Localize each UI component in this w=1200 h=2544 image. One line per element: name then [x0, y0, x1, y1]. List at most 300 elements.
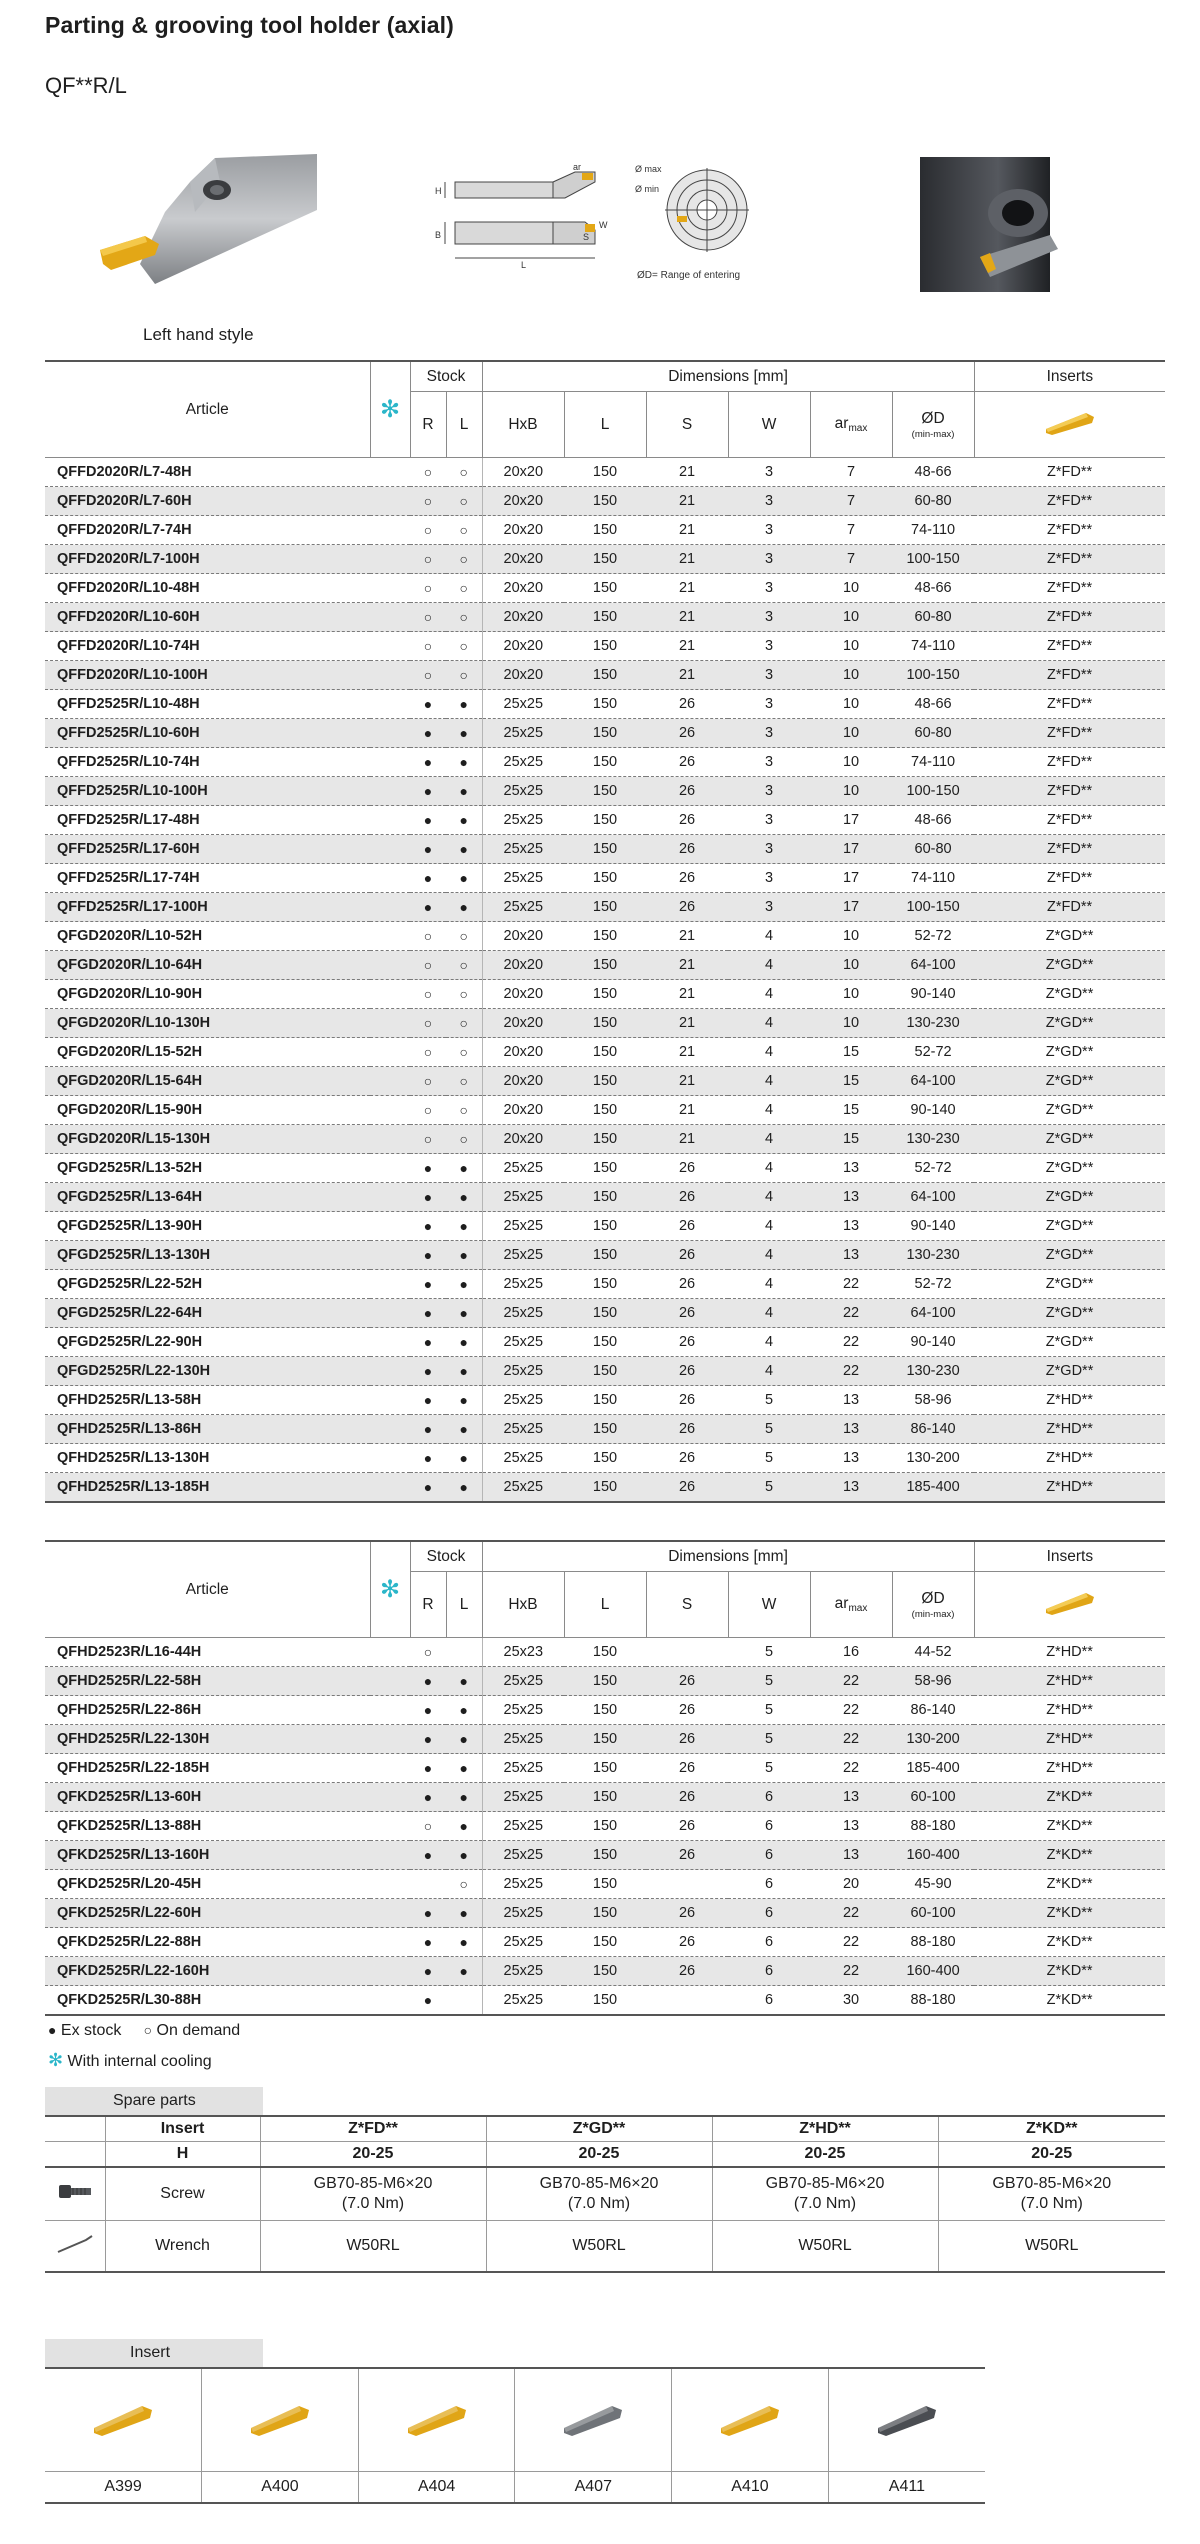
cell-cooling	[370, 1783, 410, 1812]
cell-hxb: 25x25	[482, 1754, 564, 1783]
cell-cooling	[370, 487, 410, 516]
table-row	[45, 1009, 1165, 1038]
cell-w: 3	[728, 777, 810, 806]
cell-length: 150	[564, 980, 646, 1009]
insert-code: A410	[672, 2472, 829, 2504]
cell-stock-l: ●	[446, 1783, 482, 1812]
cell-s: 26	[646, 1241, 728, 1270]
table-row	[45, 1870, 1165, 1899]
cell-w: 5	[728, 1386, 810, 1415]
cell-hxb: 20x20	[482, 951, 564, 980]
cell-cooling	[370, 1270, 410, 1299]
table-row	[45, 980, 1165, 1009]
cell-stock-r: ●	[410, 1754, 446, 1783]
cell-article: QFFD2525R/L17-48H	[45, 806, 370, 835]
cell-stock-l: ○	[446, 1009, 482, 1038]
header-hxb: HxB	[482, 1572, 564, 1638]
cell-w: 3	[728, 719, 810, 748]
cell-hxb: 25x25	[482, 1212, 564, 1241]
cell-stock-r: ○	[410, 1638, 446, 1667]
spare-h-kd: 20-25	[938, 2142, 1165, 2168]
cell-hxb: 25x25	[482, 1415, 564, 1444]
inserts-label: Insert	[45, 2339, 263, 2367]
table-row	[45, 574, 1165, 603]
table-row	[45, 1696, 1165, 1725]
cell-ar-max: 10	[810, 719, 892, 748]
cell-s: 26	[646, 1841, 728, 1870]
cell-stock-r: ●	[410, 1241, 446, 1270]
cell-stock-l: ●	[446, 1270, 482, 1299]
cell-stock-r: ●	[410, 893, 446, 922]
cell-stock-l: ○	[446, 516, 482, 545]
cell-ar-max: 22	[810, 1299, 892, 1328]
cell-cooling	[370, 806, 410, 835]
cell-length: 150	[564, 1444, 646, 1473]
cell-article: QFHD2525R/L22-185H	[45, 1754, 370, 1783]
table-row	[45, 777, 1165, 806]
header-l-stock: L	[446, 1572, 482, 1638]
cell-stock-r: ●	[410, 1154, 446, 1183]
cell-cooling	[370, 1725, 410, 1754]
cell-insert: Z*HD**	[974, 1754, 1165, 1783]
cell-od-range: 86-140	[892, 1415, 974, 1444]
snowflake-icon: ✻	[48, 2050, 64, 2070]
cell-article: QFFD2525R/L17-74H	[45, 864, 370, 893]
cell-hxb: 25x25	[482, 1667, 564, 1696]
cell-length: 150	[564, 516, 646, 545]
table-row	[45, 1725, 1165, 1754]
cell-od-range: 52-72	[892, 1038, 974, 1067]
diagram-label-s: S	[583, 232, 590, 242]
cell-insert: Z*KD**	[974, 1841, 1165, 1870]
cell-insert: Z*KD**	[974, 1870, 1165, 1899]
cell-stock-r: ●	[410, 1473, 446, 1503]
cell-insert: Z*GD**	[974, 1328, 1165, 1357]
cell-length: 150	[564, 690, 646, 719]
cell-stock-r: ●	[410, 864, 446, 893]
cell-length: 150	[564, 1899, 646, 1928]
wrench-icon	[45, 2221, 105, 2273]
cell-ar-max: 17	[810, 893, 892, 922]
cell-od-range: 52-72	[892, 922, 974, 951]
cell-s: 21	[646, 487, 728, 516]
header-od: ØD (min-max)	[892, 392, 974, 458]
cell-w: 6	[728, 1928, 810, 1957]
cell-ar-max: 13	[810, 1154, 892, 1183]
table-row	[45, 1415, 1165, 1444]
cell-stock-l: ○	[446, 632, 482, 661]
cell-stock-r: ○	[410, 516, 446, 545]
cell-length: 150	[564, 777, 646, 806]
header-ar: $ar_{max}$	[810, 1572, 892, 1638]
cell-w: 5	[728, 1444, 810, 1473]
cell-article: QFFD2525R/L10-74H	[45, 748, 370, 777]
cell-ar-max: 22	[810, 1899, 892, 1928]
cell-length: 150	[564, 1957, 646, 1986]
header-od: ØD (min-max)	[892, 1572, 974, 1638]
header-ar: $ar_{max}$	[810, 392, 892, 458]
cell-ar-max: 10	[810, 574, 892, 603]
cell-s: 26	[646, 835, 728, 864]
cell-insert: Z*GD**	[974, 1038, 1165, 1067]
cell-insert: Z*KD**	[974, 1783, 1165, 1812]
cell-insert: Z*GD**	[974, 1299, 1165, 1328]
cell-stock-l: ●	[446, 1241, 482, 1270]
cell-od-range: 185-400	[892, 1473, 974, 1503]
cell-insert: Z*GD**	[974, 1154, 1165, 1183]
cell-s: 21	[646, 1038, 728, 1067]
cell-stock-l: ●	[446, 1812, 482, 1841]
cell-ar-max: 22	[810, 1754, 892, 1783]
cell-stock-l: ●	[446, 1154, 482, 1183]
cell-s: 26	[646, 1899, 728, 1928]
table-row	[45, 603, 1165, 632]
cell-stock-l: ●	[446, 806, 482, 835]
cell-hxb: 25x25	[482, 777, 564, 806]
cell-cooling	[370, 1096, 410, 1125]
cell-cooling	[370, 719, 410, 748]
cell-stock-l: ●	[446, 1357, 482, 1386]
table-row	[45, 893, 1165, 922]
cell-article: QFHD2523R/L16-44H	[45, 1638, 370, 1667]
spare-wrench-gd: W50RL	[486, 2221, 712, 2273]
cell-s: 21	[646, 574, 728, 603]
cell-od-range: 64-100	[892, 1183, 974, 1212]
cell-ar-max: 17	[810, 864, 892, 893]
cell-length: 150	[564, 806, 646, 835]
table-row	[45, 951, 1165, 980]
cell-hxb: 25x23	[482, 1638, 564, 1667]
cell-s: 26	[646, 777, 728, 806]
cell-hxb: 20x20	[482, 516, 564, 545]
cell-cooling	[370, 1473, 410, 1503]
cell-stock-r: ●	[410, 1444, 446, 1473]
cell-od-range: 58-96	[892, 1667, 974, 1696]
insert-icon	[974, 392, 1165, 458]
cell-length: 150	[564, 1009, 646, 1038]
cell-hxb: 25x25	[482, 1696, 564, 1725]
cell-length: 150	[564, 1415, 646, 1444]
cell-w: 3	[728, 864, 810, 893]
screw-icon	[45, 2167, 105, 2221]
cell-hxb: 25x25	[482, 1154, 564, 1183]
cell-s: 21	[646, 951, 728, 980]
cell-od-range: 100-150	[892, 545, 974, 574]
cell-od-range: 130-200	[892, 1725, 974, 1754]
cell-insert: Z*GD**	[974, 951, 1165, 980]
cell-s: 26	[646, 1957, 728, 1986]
cell-cooling	[370, 1415, 410, 1444]
header-s: S	[646, 1572, 728, 1638]
table-row	[45, 719, 1165, 748]
cell-cooling	[370, 1696, 410, 1725]
table-row	[45, 1270, 1165, 1299]
cell-article: QFFD2020R/L10-74H	[45, 632, 370, 661]
cell-length: 150	[564, 1754, 646, 1783]
cell-article: QFFD2525R/L10-60H	[45, 719, 370, 748]
insert-icon	[974, 1572, 1165, 1638]
tool-holder-table-2	[45, 1540, 1165, 2016]
cell-length: 150	[564, 719, 646, 748]
cell-cooling	[370, 1667, 410, 1696]
cell-s	[646, 1870, 728, 1899]
cell-stock-l: ○	[446, 574, 482, 603]
cell-od-range: 90-140	[892, 1096, 974, 1125]
cell-insert: Z*FD**	[974, 545, 1165, 574]
cell-od-range: 48-66	[892, 806, 974, 835]
cell-od-range: 130-230	[892, 1357, 974, 1386]
cell-stock-r: ○	[410, 1125, 446, 1154]
cell-stock-r: ○	[410, 458, 446, 487]
cell-article: QFFD2525R/L10-48H	[45, 690, 370, 719]
table-row	[45, 1986, 1165, 2016]
cell-hxb: 20x20	[482, 1067, 564, 1096]
cell-w: 3	[728, 690, 810, 719]
cell-hxb: 20x20	[482, 487, 564, 516]
cell-w: 5	[728, 1638, 810, 1667]
cell-od-range: 130-230	[892, 1009, 974, 1038]
table-row	[45, 1841, 1165, 1870]
cell-stock-r: ●	[410, 719, 446, 748]
cell-ar-max: 13	[810, 1415, 892, 1444]
spare-wrench-hd: W50RL	[712, 2221, 938, 2273]
cell-hxb: 20x20	[482, 922, 564, 951]
cell-article: QFGD2020R/L15-52H	[45, 1038, 370, 1067]
cell-cooling	[370, 1870, 410, 1899]
header-w: W	[728, 1572, 810, 1638]
diagram-label-dmin: Ø min	[635, 184, 660, 194]
insert-code: A407	[515, 2472, 672, 2504]
cell-hxb: 25x25	[482, 1841, 564, 1870]
cell-od-range: 100-150	[892, 661, 974, 690]
cell-s: 21	[646, 632, 728, 661]
table-row	[45, 1473, 1165, 1503]
cell-cooling	[370, 603, 410, 632]
dimension-drawing	[425, 158, 770, 288]
cell-cooling	[370, 893, 410, 922]
cell-stock-l: ○	[446, 603, 482, 632]
cell-cooling	[370, 1638, 410, 1667]
insert-code: A399	[45, 2472, 202, 2504]
cell-ar-max: 7	[810, 458, 892, 487]
cell-s: 26	[646, 1299, 728, 1328]
cell-od-range: 130-230	[892, 1125, 974, 1154]
diagram-label-ar: ar	[573, 162, 582, 172]
cell-stock-r: ●	[410, 1957, 446, 1986]
legend-ex-stock: Ex stock	[60, 2022, 122, 2039]
cell-length: 150	[564, 603, 646, 632]
header-l-stock: L	[446, 392, 482, 458]
cell-cooling	[370, 1754, 410, 1783]
diagram-label-h: H	[435, 186, 442, 196]
cell-length: 150	[564, 1696, 646, 1725]
cell-article: QFGD2020R/L15-64H	[45, 1067, 370, 1096]
cell-s: 26	[646, 1696, 728, 1725]
cell-stock-r: ○	[410, 1038, 446, 1067]
spare-parts-table	[45, 2115, 1165, 2273]
table-row	[45, 1183, 1165, 1212]
cell-ar-max: 10	[810, 748, 892, 777]
cell-stock-r: ○	[410, 1812, 446, 1841]
insert-code: A404	[358, 2472, 515, 2504]
cell-w: 3	[728, 516, 810, 545]
cell-stock-r: ○	[410, 922, 446, 951]
cell-insert: Z*KD**	[974, 1899, 1165, 1928]
cell-ar-max: 13	[810, 1444, 892, 1473]
cell-w: 3	[728, 458, 810, 487]
cell-stock-l: ●	[446, 1212, 482, 1241]
table-row	[45, 1096, 1165, 1125]
cell-length: 150	[564, 1725, 646, 1754]
cell-od-range: 64-100	[892, 1299, 974, 1328]
table-row	[45, 1212, 1165, 1241]
cell-w: 3	[728, 893, 810, 922]
cell-od-range: 52-72	[892, 1270, 974, 1299]
cell-cooling	[370, 1299, 410, 1328]
cell-article: QFGD2525R/L13-64H	[45, 1183, 370, 1212]
table-row	[45, 1957, 1165, 1986]
cell-w: 4	[728, 1212, 810, 1241]
cell-stock-r: ○	[410, 545, 446, 574]
cell-length: 150	[564, 1386, 646, 1415]
cell-od-range: 130-230	[892, 1241, 974, 1270]
cell-ar-max: 22	[810, 1696, 892, 1725]
spare-screw-gd: GB70-85-M6×20 (7.0 Nm)	[486, 2167, 712, 2221]
header-dimensions: Dimensions [mm]	[482, 1541, 974, 1572]
cell-length: 150	[564, 1183, 646, 1212]
cell-article: QFGD2525R/L22-90H	[45, 1328, 370, 1357]
cell-length: 150	[564, 893, 646, 922]
header-r: R	[410, 392, 446, 458]
cell-article: QFGD2020R/L15-90H	[45, 1096, 370, 1125]
cell-stock-l: ○	[446, 1067, 482, 1096]
cell-length: 150	[564, 1241, 646, 1270]
cell-article: QFFD2020R/L7-60H	[45, 487, 370, 516]
inserts-table	[45, 2367, 985, 2504]
header-w: W	[728, 392, 810, 458]
cell-hxb: 20x20	[482, 980, 564, 1009]
cell-length: 150	[564, 1870, 646, 1899]
cell-cooling	[370, 574, 410, 603]
cell-hxb: 25x25	[482, 1783, 564, 1812]
cell-insert: Z*FD**	[974, 574, 1165, 603]
cell-od-range: 86-140	[892, 1696, 974, 1725]
cell-insert: Z*GD**	[974, 922, 1165, 951]
cell-stock-r: ●	[410, 1183, 446, 1212]
cell-stock-l: ○	[446, 487, 482, 516]
table-row	[45, 690, 1165, 719]
spare-h-gd: 20-25	[486, 2142, 712, 2168]
cell-ar-max: 7	[810, 516, 892, 545]
cell-length: 150	[564, 1928, 646, 1957]
cell-od-range: 58-96	[892, 1386, 974, 1415]
cell-cooling	[370, 1957, 410, 1986]
cell-insert: Z*FD**	[974, 632, 1165, 661]
cell-s: 26	[646, 1473, 728, 1503]
spare-insert-fd: Z*FD**	[260, 2116, 486, 2142]
cell-cooling	[370, 980, 410, 1009]
cell-hxb: 25x25	[482, 1357, 564, 1386]
cell-stock-r: ●	[410, 1841, 446, 1870]
cell-hxb: 20x20	[482, 1125, 564, 1154]
cell-length: 150	[564, 1328, 646, 1357]
cell-s: 26	[646, 806, 728, 835]
cell-hxb: 25x25	[482, 1986, 564, 2016]
spare-screw-label: Screw	[105, 2167, 260, 2221]
cell-od-range: 74-110	[892, 632, 974, 661]
cell-stock-r: ○	[410, 661, 446, 690]
table-row	[45, 1241, 1165, 1270]
cell-length: 150	[564, 835, 646, 864]
cell-stock-l: ○	[446, 980, 482, 1009]
snowflake-icon: ✻	[370, 1541, 410, 1638]
cell-od-range: 60-80	[892, 719, 974, 748]
table-row	[45, 661, 1165, 690]
cell-length: 150	[564, 1473, 646, 1503]
cell-s: 26	[646, 1386, 728, 1415]
cell-hxb: 25x25	[482, 690, 564, 719]
cell-insert: Z*GD**	[974, 1125, 1165, 1154]
cell-length: 150	[564, 864, 646, 893]
cell-stock-r: ●	[410, 1928, 446, 1957]
cell-insert: Z*FD**	[974, 516, 1165, 545]
cell-ar-max: 13	[810, 1183, 892, 1212]
cell-hxb: 25x25	[482, 1299, 564, 1328]
cell-hxb: 20x20	[482, 603, 564, 632]
cell-ar-max: 15	[810, 1125, 892, 1154]
cell-ar-max: 17	[810, 835, 892, 864]
insert-image-3	[515, 2368, 672, 2472]
cell-insert: Z*KD**	[974, 1928, 1165, 1957]
insert-image-0	[45, 2368, 202, 2472]
cell-insert: Z*GD**	[974, 980, 1165, 1009]
tool-holder-table-1	[45, 360, 1165, 1503]
cell-hxb: 25x25	[482, 1386, 564, 1415]
cell-od-range: 88-180	[892, 1928, 974, 1957]
cell-insert: Z*GD**	[974, 1212, 1165, 1241]
cell-length: 150	[564, 661, 646, 690]
cell-w: 4	[728, 1299, 810, 1328]
cell-stock-r: ○	[410, 951, 446, 980]
cell-od-range: 48-66	[892, 690, 974, 719]
table-row	[45, 1386, 1165, 1415]
cell-cooling	[370, 922, 410, 951]
cell-insert: Z*FD**	[974, 487, 1165, 516]
cell-cooling	[370, 951, 410, 980]
table-row	[45, 1154, 1165, 1183]
cell-od-range: 130-200	[892, 1444, 974, 1473]
cell-article: QFKD2525R/L20-45H	[45, 1870, 370, 1899]
cell-insert: Z*HD**	[974, 1638, 1165, 1667]
cell-length: 150	[564, 1125, 646, 1154]
cell-insert: Z*FD**	[974, 661, 1165, 690]
cell-ar-max: 10	[810, 777, 892, 806]
cell-s: 26	[646, 1783, 728, 1812]
cell-stock-r: ●	[410, 1270, 446, 1299]
cell-stock-l: ●	[446, 1928, 482, 1957]
cell-ar-max: 13	[810, 1386, 892, 1415]
cell-s: 26	[646, 1667, 728, 1696]
cell-stock-l: ●	[446, 1696, 482, 1725]
cell-stock-r: ●	[410, 1696, 446, 1725]
table-row	[45, 922, 1165, 951]
cell-article: QFKD2525R/L22-88H	[45, 1928, 370, 1957]
cell-insert: Z*HD**	[974, 1667, 1165, 1696]
cell-article: QFHD2525R/L13-130H	[45, 1444, 370, 1473]
legend-cooling: ✻ With internal cooling	[48, 2050, 212, 2070]
cell-insert: Z*HD**	[974, 1415, 1165, 1444]
cell-od-range: 88-180	[892, 1812, 974, 1841]
